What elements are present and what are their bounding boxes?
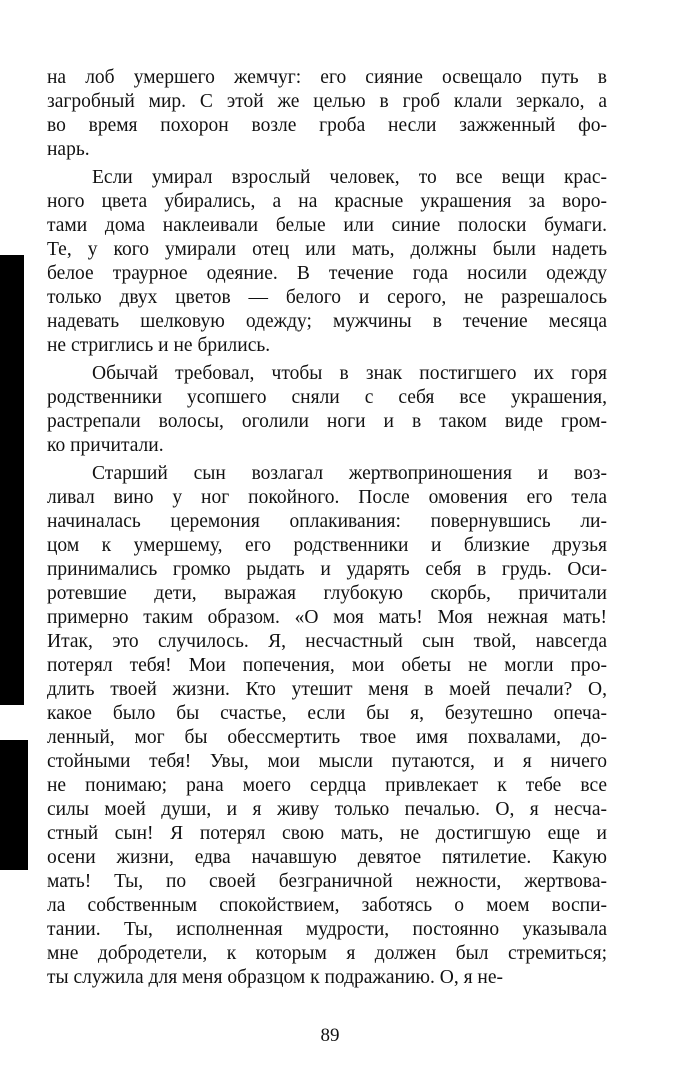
text-line: растрепали волосы, оголили ноги и в таком виде гром-: [47, 411, 607, 432]
text-line: на лоб умершего жемчуг: его сияние освещало путь в: [47, 67, 607, 88]
text-line: осени жизни, едва начавшую девятое пятилетие. Какую: [47, 847, 607, 868]
scan-shadow-bottom: [0, 740, 28, 870]
text-line: Те, у кого умирали отец или мать, должны были надеть: [47, 239, 607, 260]
text-line: Если умирал взрослый человек, то все вещи крас-: [92, 167, 607, 188]
scan-shadow-top: [0, 255, 24, 705]
text-line: Старший сын возлагал жертвоприношения и воз-: [92, 463, 607, 484]
text-line: ла собственным спокойствием, заботясь о моем воспи-: [47, 895, 607, 916]
text-line: стойными тебя! Увы, мои мысли путаются, и я ничего: [47, 751, 607, 772]
text-line: не стриглись и не брились.: [47, 335, 271, 356]
text-line: ного цвета убирались, а на красные украшения за воро-: [47, 191, 607, 212]
text-line: надевать шелковую одежду; мужчины в течение месяца: [47, 311, 607, 332]
text-line: примерно таким образом. «О моя мать! Моя нежная мать!: [47, 607, 607, 628]
text-line: только двух цветов — белого и серого, не разрешалось: [47, 287, 607, 308]
text-line: Итак, это случилось. Я, несчастный сын твой, навсегда: [47, 631, 607, 652]
text-line: родственники усопшего сняли с себя все украшения,: [47, 387, 607, 408]
text-line: длить твоей жизни. Кто утешит меня в моей печали? О,: [47, 679, 607, 700]
text-line: принимались громко рыдать и ударять себя в грудь. Оси-: [47, 559, 607, 580]
text-line: тании. Ты, исполненная мудрости, постоянно указывала: [47, 919, 607, 940]
text-line: начиналась церемония оплакивания: повернувшись ли-: [47, 511, 607, 532]
text-line: потерял тебя! Мои попечения, мои обеты не могли про-: [47, 655, 607, 676]
text-line: стный сын! Я потерял свою мать, не достигшую еще и: [47, 823, 607, 844]
text-line: тами дома наклеивали белые или синие полоски бумаги.: [47, 215, 607, 236]
text-line: мне добродетели, к которым я должен был стремиться;: [47, 943, 607, 964]
text-line: во время похорон возле гроба несли зажженный фо-: [47, 115, 607, 136]
text-line: ротевшие дети, выражая глубокую скорбь, причитали: [47, 583, 607, 604]
text-line: загробный мир. С этой же целью в гроб клали зеркало, а: [47, 91, 607, 112]
text-line: не понимаю; рана моего сердца привлекает к тебе все: [47, 775, 607, 796]
text-line: нарь.: [47, 139, 90, 160]
text-line: ты служила для меня образцом к подражанию. О, я не-: [47, 967, 504, 988]
text-line: белое траурное одеяние. В течение года носили одежду: [47, 263, 607, 284]
text-line: ко причитали.: [47, 435, 164, 456]
text-line: ливал вино у ног покойного. После омовения его тела: [47, 487, 607, 508]
page-number: 89: [320, 1025, 340, 1046]
text-line: мать! Ты, по своей безграничной нежности, жертвова-: [47, 871, 607, 892]
text-line: Обычай требовал, чтобы в знак постигшего их горя: [92, 363, 607, 384]
text-line: ленный, мог бы обессмертить твое имя похвалами, до-: [47, 727, 607, 748]
text-line: какое было бы счастье, если бы я, безутешно опеча-: [47, 703, 607, 724]
text-line: силы моей души, и я живу только печалью. О, я несча-: [47, 799, 607, 820]
text-line: цом к умершему, его родственники и близкие друзья: [47, 535, 607, 556]
